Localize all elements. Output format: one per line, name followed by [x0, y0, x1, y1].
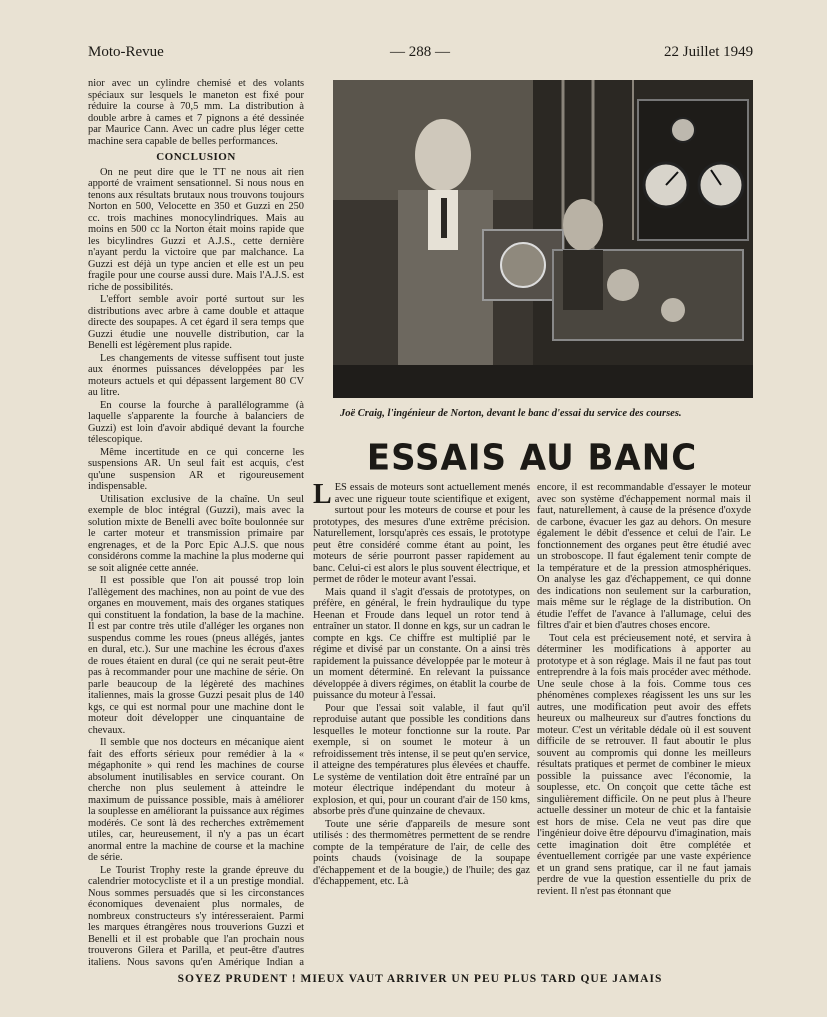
paragraph: En course la fourche à parallélogramme (à laquelle s'apparente la fourche à balanciers de Guzzi) est loin d'avoir abdiqué devant la fourche télescopique. — [88, 399, 304, 445]
photo-illustration — [333, 80, 753, 398]
paragraph: Mais quand il s'agit d'essais de prototypes, on préfère, en général, le frein hydraulique du type Heenan et Froude dans lequel un rotor tend à entraîner un stator. Il donne en kgs, sur un cadran le compte en kgs. Ce chiffre est multiplié par le régime et divisé par un constante. On a ainsi très rapidement la puissance développée par le moteur à un moment déterminé. En relevant la puissance développée à divers régimes, on établit la courbe de puissance du moteur à l'essai. — [313, 586, 530, 701]
article-column-2 — [537, 482, 751, 967]
paragraph: Il semble que nos docteurs en mécanique aient fait des efforts sérieux pour remédier à la « mégaphonite » qui rend les machines de course absolument inutilisables en service courant. On cherche non plus seulement à atteindre le maximum de puissance possible, mais à améliorer la souplesse en améliorant la puissance aux régimes modérés. Ce sont là des recherches extrêmement utiles, car, heureusement, il n'y a pas un écart anormal entre la machine de course et la machine de série. — [88, 737, 304, 863]
paragraph: nior avec un cylindre chemisé et des volants spéciaux sur lesquels le maneton est fixé pour réduire la course à 70,5 mm. La distribution à double arbre à cames et 7 pignons a été dessinée par Maurice Cann. Avec un cadre plus léger cette machine sera capable de belles performances. — [88, 78, 304, 147]
header-publication: Moto-Revue — [88, 44, 164, 60]
paragraph: Toute une série d'appareils de mesure sont utilisés : des thermomètres permettent de se rendre compte de la température de l'air, de celle des points chauds (voisinage de la soupape d'échappement et de la bougie,) de l'huile; des gaz d'échappement, etc. Là — [313, 818, 530, 887]
paragraph: L'effort semble avoir porté surtout sur les distributions avec arbre à came double et attaque directe des soupapes. A cet égard il sera temps que Guzzi étudie une nouvelle distribution, car la Benelli est légèrement plus rapide. — [88, 294, 304, 351]
article-column-1 — [313, 482, 530, 967]
left-column — [88, 78, 304, 968]
paragraph: Le Tourist Trophy reste la grande épreuve du calendrier motocycliste et il a un prestige mondial. Nous sommes persuadés que si les circonstances économiques devenaient plus normales, de nombreux constructeurs s'y intéresseraient. Parmi les marques étrangères nous trouverions Guzzi et Benelli et il est probable que l'an prochain nous trouverons Gilera et Parilla, et peut-être d'autres italiens. Nous savons qu'en Amérique Indian a — [88, 864, 304, 968]
footer-slogan: SOYEZ PRUDENT ! MIEUX VAUT ARRIVER UN PEU PLUS TARD QUE JAMAIS — [177, 973, 663, 985]
paragraph: Il est possible que l'on ait poussé trop loin l'allègement des machines, non au point de vue des organes en mouvement, mais des organes statiques qui constituent la fondation, la base de la machine. Il est par contre très utile d'alléger les organes non suspendus comme les roues (pneus allégés, jantes en dural, etc.). Sur une machine les écrous d'axes de roues étaient en dural (ce qui ne serait peut-être pas à recommander pour une machine de série. On parle beaucoup de la légèreté des machines italiennes, mais la grosse Guzzi pesait plus de 140 kgs, ce qui est normal pour une machine dont le moteur doit développer une cinquantaine de chevaux. — [88, 575, 304, 736]
article-title: ESSAIS AU BANC — [366, 437, 698, 479]
paragraph: Pour que l'essai soit valable, il faut qu'il reproduise autant que possible les conditions dans lesquelles le moteur fonctionne sur la route. Par exemple, si on soumet le moteur à un refroidissement très intense, il se peut qu'en service, il atteigne des températures plus élevées et chauffe. Le système de ventilation doit être entraîné par un moteur électrique indépendant du moteur à explosion, et qui, pour un courant d'air de 150 kms, absorbe près d'une quinzaine de chevaux. — [313, 702, 530, 817]
paragraph — [313, 482, 530, 586]
paragraph: Les changements de vitesse suffisent tout juste aux énormes puissances développées par les moteurs actuels et qui dépassent largement 80 CV au litre. — [88, 352, 304, 398]
paragraph: encore, il est recommandable d'essayer le moteur avec son système d'échappement normal mais il faut, naturellement, à cause de la présence d'oxyde de carbone, évacuer les gaz au dehors. On mesure également le débit d'essence et celui de l'air. Le fonctionnement des organes peut être étudié avec un stroboscope. Il faut également tenir compte de la température et de la pression atmosphériques. On analyse les gaz d'échappement, ce qui donne des indications non seulement sur la carburation, mais même sur le réglage de la distribution. On étudie l'effet de l'avance à l'allumage, celui des filtres d'air et bien d'autres choses encore. — [537, 482, 751, 631]
paragraph: Même incertitude en ce qui concerne les suspensions AR. Un seul fait est acquis, c'est qu'une suspension AR et rigoureusement indispensable. — [88, 446, 304, 492]
header-date: 22 Juillet 1949 — [664, 44, 754, 60]
drop-cap: L — [313, 482, 332, 510]
paragraph: Tout cela est précieusement noté, et servira à déterminer les modifications à apporter au prototype et à son réglage. Mais il ne faut pas tout entreprendre à la fois mais procéder avec méthode. Une seule chose à la fois. Comme tous ces phénomènes complexes réagissent les uns sur les autres, une modification peut avoir des effets heureux ou malheureux sur d'autres fonctions du moteur. C'est un véritable dédale où il est souvent difficile de se retrouver. Il faut aboutir le plus souvent au compromis qui donne les meilleurs résultats pratiques et permet de combiner le mieux possible la puissance avec l'économie, la souplesse, etc. On conçoit que cette tâche est singulièrement difficile. On ne peut plus à l'heure actuelle dessiner un moteur de chic et la fantaisie est hors de mise. Cela ne veut pas dire que l'ingénieur doive être dépourvu d'imagination, mais cette imagination doit être complétée et éventuellement corrigée par une vaste expérience et un grand sens pratique, car il ne faut jamais perdre de vue la question essentielle du prix de revient. Il n'est pas étonnant que — [537, 632, 751, 897]
paragraph-text: ES essais de moteurs sont actuellement menés avec une rigueur toute scientifique et exigent, surtout pour les moteurs de course et pour les prototypes, des mesures d'une extrême précision. Naturellement, lorsqu'après ces essais, le prototype peut être considéré comme étant au point, les moteurs de série pourront passer rapidement au banc. Celui-ci est alors le plus souvent électrique, et permet de rôder le moteur avant l'essai. — [313, 482, 530, 585]
conclusion-heading: CONCLUSION — [156, 151, 236, 163]
photo-engine-test-bench — [333, 80, 753, 398]
paragraph: On ne peut dire que le TT ne nous ait rien apporté de vraiment sensationnel. Si nous nous en tenons aux résultats brutaux nous trouvons toujours Norton en 500, Velocette en 350 et Guzzi en 250 cc. trois machines monocylindriques. Mais au moins en 500 cc la Norton était moins rapide que les bicylindres Guzzi et A.J.S., cette dernière n'ayant perdu la victoire que par malchance. La Guzzi est déjà un type ancien et elle est un peu fragile pour une course aussi dure. Mais l'A.J.S. est riche de possibilités. — [88, 166, 304, 293]
photo-caption: Joë Craig, l'ingénieur de Norton, devant le banc d'essai du service des courses. — [340, 408, 682, 419]
header-page-number: — 288 — — [390, 44, 450, 60]
paragraph: Utilisation exclusive de la chaîne. Un seul exemple de bloc intégral (Guzzi), mais avec la solution mixte de Benelli avec boîte boulonnée sur le carter moteur et transmission primaire par engrenages, et de la Porc Epic A.J.S. que nous considérons comme la machine la plus moderne qui se soit alignée cette année. — [88, 493, 304, 574]
